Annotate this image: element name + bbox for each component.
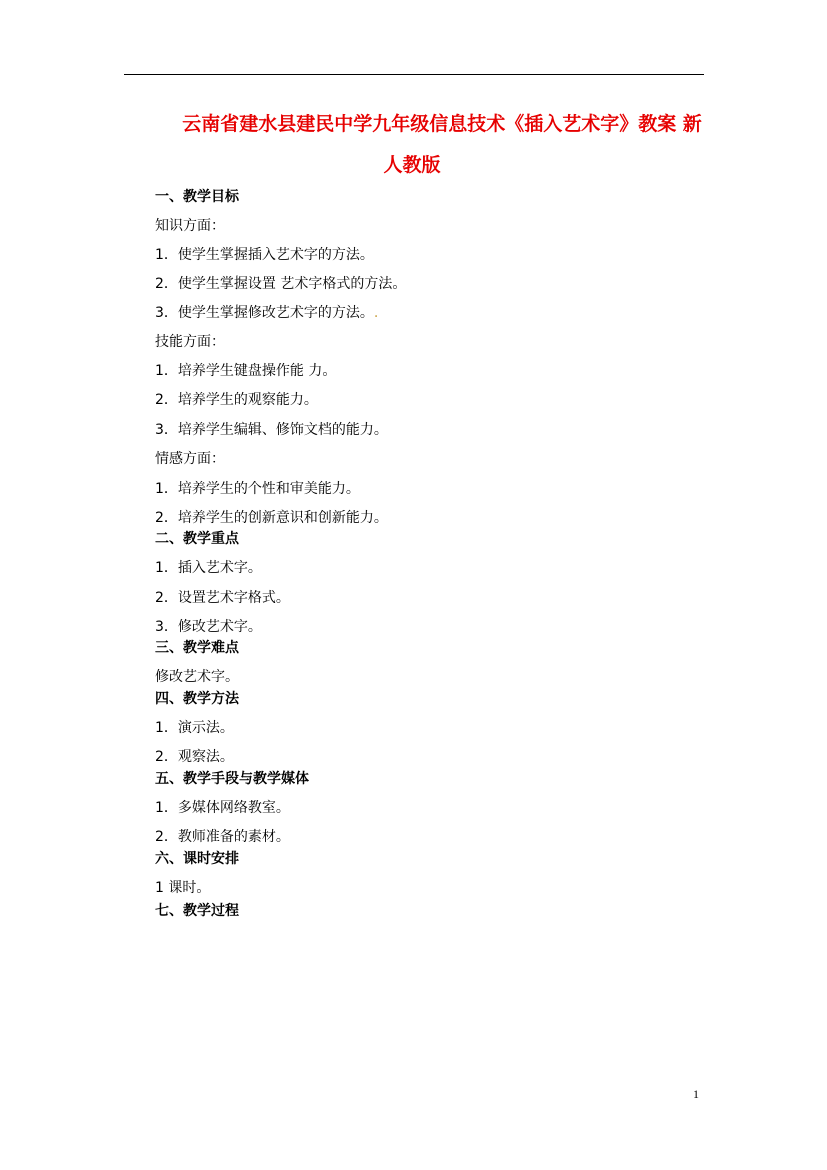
- text-knowledge-heading: 知识方面：: [155, 218, 225, 234]
- text-emotion-heading: 情感方面：: [155, 451, 225, 467]
- header-rule: [124, 74, 704, 75]
- text-emotion-item-2: 2．培养学生的创新意识和创新能力。: [155, 510, 388, 526]
- section-heading-media: 五、教学手段与教学媒体: [155, 771, 309, 787]
- page-number: 1: [693, 1087, 699, 1101]
- text-key-point-2: 2．设置艺术字格式。: [155, 590, 290, 606]
- section-heading-objectives: 一、教学目标: [155, 189, 239, 205]
- text-knowledge-item-3: [155, 304, 378, 322]
- text-knowledge-item-1: 1．使学生掌握插入艺术字的方法。: [155, 247, 374, 263]
- text-skill-item-3: 3．培养学生编辑、修饰文档的能力。: [155, 422, 388, 438]
- section-heading-key-points: 二、教学重点: [155, 531, 239, 547]
- text-key-point-1: 1．插入艺术字。: [155, 560, 262, 576]
- text-knowledge-item-2: 2．使学生掌握设置 艺术字格式的方法。: [155, 276, 407, 292]
- text-skill-item-2: 2．培养学生的观察能力。: [155, 392, 318, 408]
- text-media-1: 1．多媒体网络教室。: [155, 800, 290, 816]
- text-emotion-item-1: 1．培养学生的个性和审美能力。: [155, 481, 360, 497]
- section-heading-methods: 四、教学方法: [155, 691, 239, 707]
- text-skill-heading: 技能方面：: [155, 334, 225, 350]
- text-knowledge-item-3-body: 3．使学生掌握修改艺术字的方法。: [155, 305, 374, 321]
- document-title-line-1: 云南省建水县建民中学九年级信息技术《插入艺术字》教案 新: [182, 113, 702, 135]
- text-method-1: 1．演示法。: [155, 720, 234, 736]
- section-heading-process: 七、教学过程: [155, 903, 239, 919]
- text-skill-item-1: 1．培养学生键盘操作能 力。: [155, 363, 337, 379]
- text-method-2: 2．观察法。: [155, 749, 234, 765]
- section-heading-schedule: 六、课时安排: [155, 851, 239, 867]
- text-key-point-3: 3．修改艺术字。: [155, 619, 262, 635]
- document-title-line-2: 人教版: [383, 154, 441, 176]
- section-heading-difficulty: 三、教学难点: [155, 640, 239, 656]
- text-difficulty: 修改艺术字。: [155, 669, 239, 685]
- stray-dot-mark: .: [373, 305, 379, 321]
- text-schedule: 1 课时。: [155, 880, 211, 896]
- text-media-2: 2．教师准备的素材。: [155, 829, 290, 845]
